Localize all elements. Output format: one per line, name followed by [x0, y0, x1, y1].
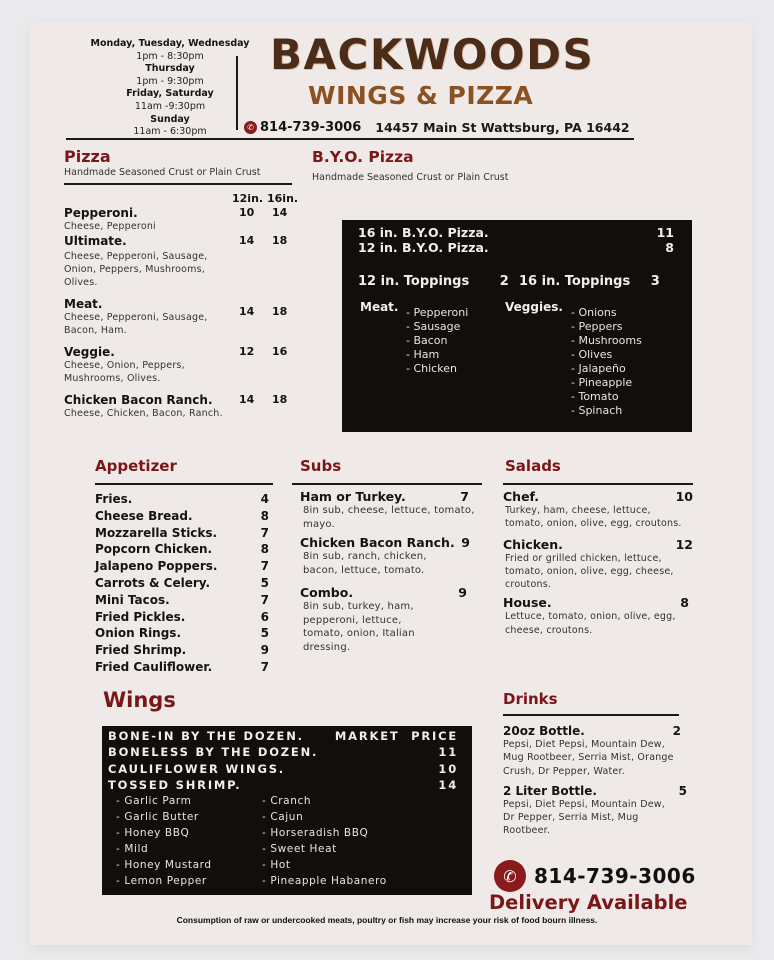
veggie-list — [571, 306, 642, 418]
hours-time: 11am -9:30pm — [134, 100, 206, 112]
meat-label: Meat. — [360, 300, 399, 314]
item-name: Veggie. — [64, 345, 115, 359]
item-name: TOSSED SHRIMP. — [108, 778, 242, 792]
item-price: 9 — [458, 585, 467, 600]
toppings-12 — [358, 274, 509, 289]
item-name: Chicken Bacon Ranch. — [64, 393, 213, 407]
phone-icon: ✆ — [244, 121, 257, 134]
brand-logo — [270, 30, 595, 112]
delivery-available: Delivery Available — [489, 891, 688, 914]
veggies-label: Veggies. — [505, 300, 563, 314]
item-price: 12 — [675, 536, 693, 552]
item-price: 10 — [438, 762, 458, 776]
item-name: House. — [503, 595, 552, 611]
item-price: 7 — [260, 559, 269, 574]
item-name: CAULIFLOWER WINGS. — [108, 762, 285, 776]
appetizer-item — [95, 625, 273, 642]
sauce-item: - Horseradish BBQ — [262, 827, 369, 839]
appetizer-list — [95, 491, 273, 676]
price-16: 16 — [272, 345, 288, 358]
pizza-item — [64, 393, 296, 420]
item-name: Jalapeno Poppers. — [95, 559, 218, 574]
subs-section — [270, 435, 484, 654]
salads-list — [503, 489, 703, 637]
pizza-size-header — [64, 192, 299, 206]
item-price: 5 — [260, 575, 269, 590]
item-price: 6 — [260, 609, 269, 624]
price-12: 12 — [239, 345, 255, 358]
topping-item: - Bacon — [406, 334, 448, 347]
toppings-16-price: 3 — [650, 274, 660, 289]
wings-item — [108, 762, 458, 776]
item-name: Ham or Turkey. — [300, 489, 406, 504]
salad-item — [503, 489, 703, 531]
drink-item — [503, 784, 703, 838]
item-price: 14 — [438, 778, 458, 792]
item-name: Combo. — [300, 585, 354, 600]
byo-size-price: 11 — [656, 225, 674, 240]
item-price: 7 — [260, 659, 269, 674]
brand-subtitle: WINGS & PIZZA — [308, 81, 534, 110]
item-desc: Cheese, Pepperoni — [64, 221, 156, 232]
wings-item — [108, 745, 458, 759]
item-price: 4 — [260, 492, 269, 506]
byo-subtitle: Handmade Seasoned Crust or Plain Crust — [312, 172, 509, 183]
item-price: 7 — [460, 489, 469, 504]
subs-rule — [292, 483, 482, 485]
footer-phone-number[interactable]: 814-739-3006 — [534, 864, 696, 888]
drinks-rule — [503, 714, 679, 716]
topping-item: - Onions — [571, 306, 617, 319]
pizza-item — [64, 297, 296, 337]
header-divider — [236, 56, 238, 130]
sauce-item: - Sweet Heat — [262, 843, 337, 855]
topping-item: - Olives — [571, 348, 613, 361]
item-name: Fried Pickles. — [95, 609, 186, 624]
item-price: 11 — [438, 745, 458, 759]
item-desc: Cheese, Chicken, Bacon, Ranch. — [64, 408, 223, 419]
price-12: 14 — [239, 234, 255, 247]
meat-list — [406, 306, 468, 376]
topping-item: - Ham — [406, 348, 440, 361]
hours-day: Sunday — [150, 113, 190, 125]
item-price: MARKET PRICE — [334, 729, 458, 743]
item-name: 20oz Bottle. — [503, 724, 585, 738]
toppings-12-label: 12 in. Toppings — [358, 274, 470, 289]
item-name: Pepperoni. — [64, 206, 138, 220]
price-16: 18 — [272, 305, 288, 318]
item-price: 8 — [680, 595, 689, 611]
sauce-item: - Hot — [262, 859, 291, 871]
sauces-right — [262, 793, 387, 889]
appetizer-item — [95, 609, 273, 626]
item-name: Mozzarella Sticks. — [95, 525, 218, 540]
hours-time: 11am - 6:30pm — [133, 126, 207, 138]
topping-item: - Jalapeño — [571, 362, 626, 375]
pizza-title: Pizza — [64, 147, 111, 166]
item-name: Ultimate. — [64, 234, 127, 248]
item-name: Chef. — [503, 489, 540, 504]
salads-title: Salads — [505, 457, 561, 475]
appetizer-item — [95, 541, 273, 558]
item-name: BONELESS BY THE DOZEN. — [108, 745, 319, 759]
sub-item — [300, 489, 484, 531]
sub-item — [300, 535, 484, 577]
wings-title: Wings — [103, 688, 176, 712]
header-phone[interactable]: 814-739-3006 — [260, 120, 362, 135]
item-price: 8 — [260, 508, 269, 523]
item-name: Chicken. — [503, 536, 563, 552]
item-desc: 8in sub, cheese, lettuce, tomato, mayo. — [303, 505, 475, 530]
item-price: 8 — [260, 542, 269, 557]
salads-section — [473, 435, 703, 637]
topping-item: - Pepperoni — [406, 306, 469, 319]
item-desc: Cheese, Pepperoni, Sausage, Onion, Peppers, Mushrooms, Olives. — [64, 251, 208, 288]
item-name: BONE-IN BY THE DOZEN. — [108, 729, 304, 743]
appetizer-item — [95, 525, 273, 542]
brand-title: BACKWOODS — [270, 30, 595, 79]
item-name: Cheese Bread. — [95, 508, 193, 523]
byo-size-label: 16 in. B.Y.O. Pizza. — [358, 225, 489, 240]
drinks-title: Drinks — [503, 690, 558, 708]
item-name: Mini Tacos. — [95, 592, 170, 607]
byo-size-row — [358, 240, 674, 255]
col-16in: 16in. — [267, 192, 299, 205]
item-name: Meat. — [64, 297, 103, 311]
sauce-item: - Cajun — [262, 811, 304, 823]
item-name: Fried Cauliflower. — [95, 659, 213, 674]
sauce-item: - Honey BBQ — [116, 827, 190, 839]
salad-item — [503, 537, 703, 592]
hours-time: 1pm - 9:30pm — [136, 75, 204, 87]
drinks-section — [473, 690, 703, 838]
appetizer-item — [95, 558, 273, 575]
sauce-item: - Garlic Butter — [116, 811, 199, 823]
topping-item: - Chicken — [406, 362, 457, 375]
item-price: 9 — [260, 643, 269, 658]
item-price: 5 — [678, 783, 687, 798]
contact-info — [244, 120, 630, 135]
item-price: 9 — [461, 535, 470, 550]
hours-day: Friday, Saturday — [126, 88, 214, 100]
topping-item: - Pineapple — [571, 376, 633, 389]
topping-item: - Tomato — [571, 390, 619, 403]
item-desc: 8in sub, ranch, chicken, bacon, lettuce, tomato. — [303, 551, 427, 576]
byo-size-price: 8 — [665, 240, 674, 255]
byo-size-row — [358, 225, 674, 240]
appetizer-section — [65, 435, 271, 676]
price-12: 14 — [239, 305, 255, 318]
item-name: Onion Rings. — [95, 626, 182, 641]
wings-item — [108, 778, 458, 792]
item-name: Popcorn Chicken. — [95, 542, 213, 557]
sauce-item: - Lemon Pepper — [116, 875, 207, 887]
pizza-rule — [64, 183, 292, 185]
sauces-left — [116, 793, 212, 889]
appetizer-title: Appetizer — [95, 457, 177, 475]
item-price: 10 — [675, 489, 693, 504]
byo-panel — [342, 220, 692, 432]
price-12: 14 — [239, 393, 255, 406]
price-12: 10 — [239, 206, 255, 219]
drink-item — [503, 724, 703, 778]
pizza-section — [64, 147, 299, 420]
price-16: 14 — [272, 206, 288, 219]
sauce-item: - Garlic Parm — [116, 795, 192, 807]
appetizer-item — [95, 642, 273, 659]
toppings-16 — [519, 274, 660, 289]
hours-day: Thursday — [145, 63, 195, 75]
pizza-item — [64, 234, 296, 289]
item-name: Fries. — [95, 492, 133, 506]
item-desc: Lettuce, tomato, onion, olive, egg, cheese, croutons. — [505, 611, 676, 636]
topping-item: - Peppers — [571, 320, 623, 333]
appetizer-item — [95, 575, 273, 592]
item-name: Fried Shrimp. — [95, 643, 187, 658]
item-desc: Cheese, Onion, Peppers, Mushrooms, Olives. — [64, 360, 185, 384]
item-desc: Cheese, Pepperoni, Sausage, Bacon, Ham. — [64, 312, 208, 336]
phone-icon: ✆ — [494, 860, 526, 892]
appetizer-rule — [95, 483, 273, 485]
wings-panel — [102, 726, 472, 895]
toppings-12-price: 2 — [499, 274, 509, 289]
price-16: 18 — [272, 393, 288, 406]
sauce-item: - Cranch — [262, 795, 312, 807]
item-desc: Fried or grilled chicken, lettuce, tomato, onion, olive, egg, cheese, croutons. — [505, 552, 674, 591]
sauce-item: - Mild — [116, 843, 149, 855]
wings-item — [108, 729, 458, 743]
header-rule — [66, 138, 634, 140]
appetizer-item — [95, 592, 273, 609]
sauce-item: - Pineapple Habanero — [262, 875, 387, 887]
sub-item — [300, 585, 484, 654]
item-desc: 8in sub, turkey, ham, pepperoni, lettuce, tomato, onion, Italian dressing. — [303, 601, 415, 653]
topping-item: - Mushrooms — [571, 334, 642, 347]
col-12in: 12in. — [232, 192, 264, 205]
item-desc: Turkey, ham, cheese, lettuce, tomato, onion, olive, egg, croutons. — [505, 505, 682, 530]
item-price: 2 — [672, 724, 681, 738]
subs-list — [300, 489, 484, 654]
item-name: Carrots & Celery. — [95, 575, 211, 590]
topping-item: - Spinach — [571, 404, 623, 417]
item-desc: Pepsi, Diet Pepsi, Mountain Dew, Dr Pepper, Serria Mist, Mug Rootbeer. — [503, 798, 665, 837]
pizza-subtitle: Handmade Seasoned Crust or Plain Crust — [64, 167, 261, 178]
price-16: 18 — [272, 234, 288, 247]
item-name: Chicken Bacon Ranch. — [300, 535, 455, 550]
hours-day: Monday, Tuesday, Wednesday — [90, 38, 250, 49]
item-desc: Pepsi, Diet Pepsi, Mountain Dew, Mug Rootbeer, Serria Mist, Orange Crush, Dr Pepper, Water. — [503, 739, 674, 777]
item-price: 7 — [260, 592, 269, 607]
subs-title: Subs — [300, 457, 342, 475]
toppings-16-label: 16 in. Toppings — [519, 274, 631, 289]
byo-section — [312, 148, 662, 183]
item-price: 7 — [260, 525, 269, 540]
hours-time: 1pm - 8:30pm — [136, 50, 204, 62]
salads-rule — [503, 483, 693, 485]
footer-phone[interactable] — [494, 860, 696, 892]
business-hours — [70, 38, 270, 139]
byo-title: B.Y.O. Pizza — [312, 148, 414, 166]
topping-item: - Sausage — [406, 320, 461, 333]
byo-size-label: 12 in. B.Y.O. Pizza. — [358, 240, 489, 255]
salad-item — [503, 595, 703, 637]
header-address: 14457 Main St Wattsburg, PA 16442 — [375, 120, 630, 135]
appetizer-item — [95, 659, 273, 676]
appetizer-item — [95, 491, 273, 508]
sauce-item: - Honey Mustard — [116, 859, 212, 871]
pizza-item — [64, 345, 296, 385]
item-name: 2 Liter Bottle. — [503, 783, 597, 798]
food-disclaimer: Consumption of raw or undercooked meats, poultry or fish may increase your risk of food bourn illness. — [176, 915, 598, 925]
appetizer-item — [95, 508, 273, 525]
item-price: 5 — [260, 626, 269, 641]
pizza-item — [64, 206, 296, 233]
